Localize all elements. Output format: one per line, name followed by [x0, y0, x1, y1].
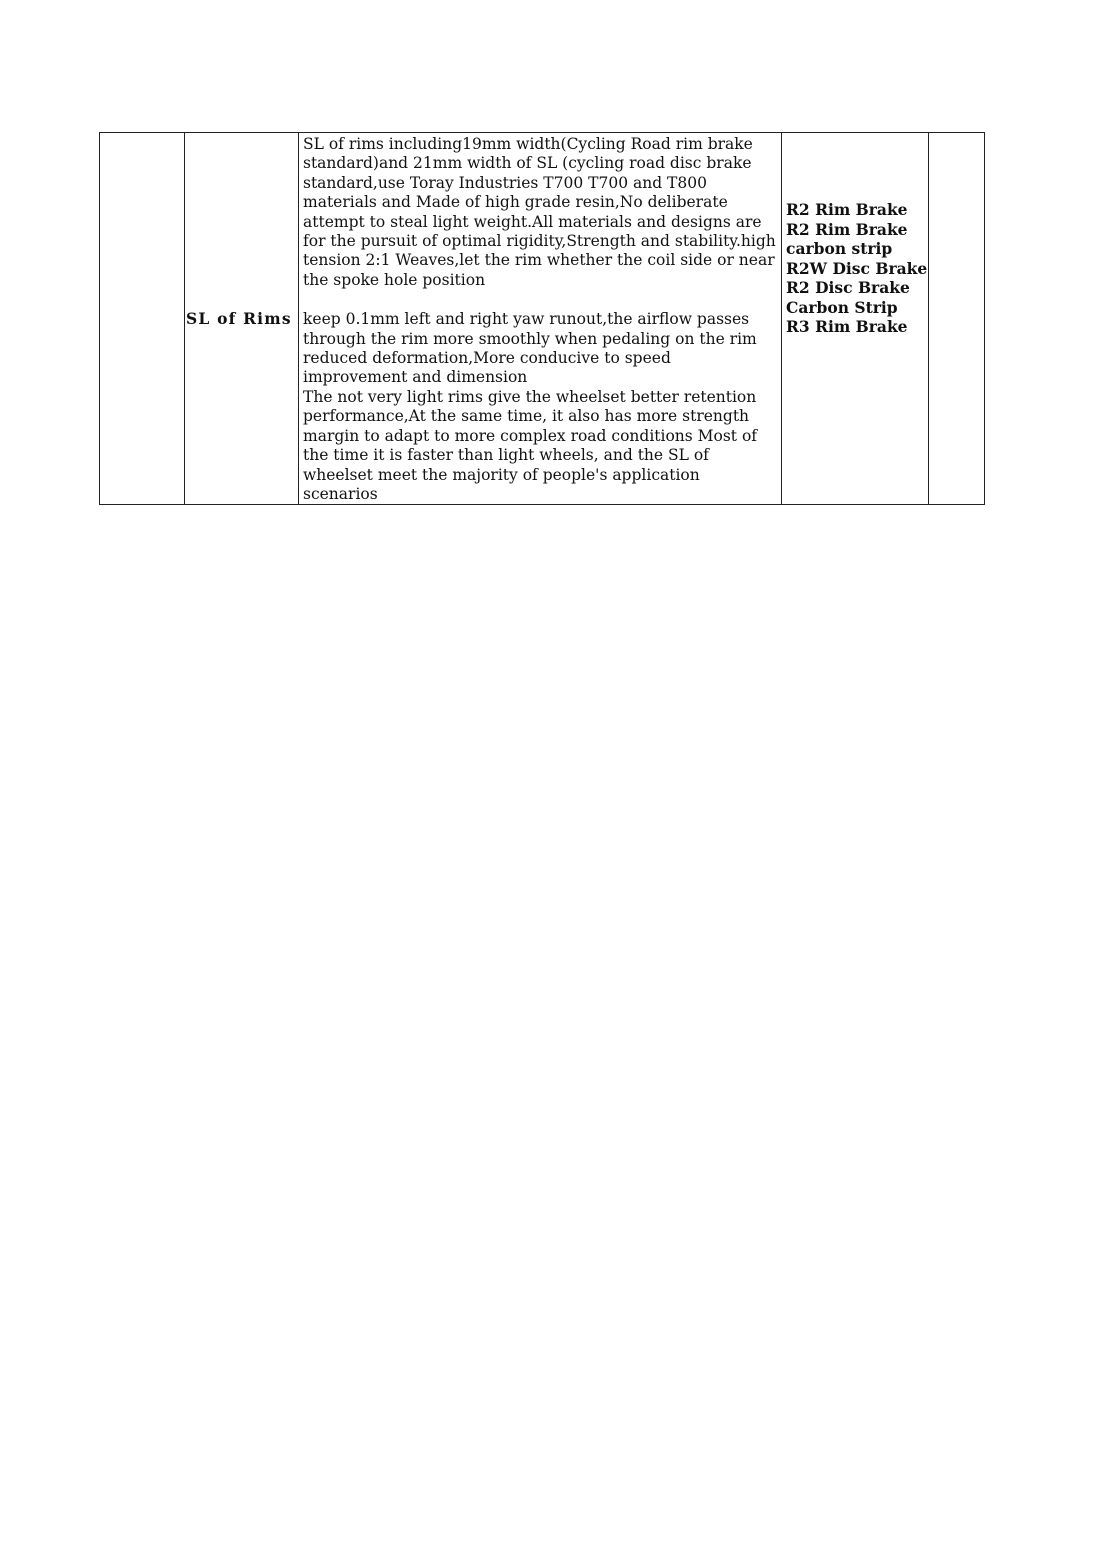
row-label: SL of Rims	[185, 133, 299, 505]
description-paragraph-1: SL of rims including19mm width(Cycling Road rim brake standard)and 21mm width of SL (cycling road disc brake standard,use Toray Industries T700 T700 and T800 materials and Made of high grade resin,No deliberate attempt to steal light weight.All materials and designs are for the pursuit of optimal rigidity,Strength and stability.high tension 2:1 Weaves,let the rim whether the coil side or near the spoke hole position	[303, 135, 776, 289]
description-paragraph-3: The not very light rims give the wheelset better retention performance,At the same time, it also has more strength margin to adapt to more complex road conditions Most of the time it is faster than light wheels, and the SL of wheelset meet the majority of people's application scenarios	[303, 387, 758, 503]
model-item: Carbon Strip	[786, 297, 898, 317]
model-item: R2 Disc Brake	[786, 278, 910, 297]
model-item: R3 Rim Brake	[786, 317, 908, 336]
description-cell	[299, 133, 782, 505]
product-table	[99, 132, 985, 505]
empty-cell-left	[100, 133, 185, 505]
model-item: carbon strip	[786, 239, 893, 258]
model-item: R2 Rim Brake	[786, 219, 908, 239]
models-cell	[782, 133, 929, 505]
table-row	[100, 133, 985, 505]
model-item: R2W Disc Brake	[786, 258, 928, 278]
empty-cell-right	[929, 133, 985, 505]
description-paragraph-2: keep 0.1mm left and right yaw runout,the airflow passes through the rim more smoothly when pedaling on the rim reduced deformation,More conducive to speed improvement and dimension	[303, 310, 757, 387]
model-item: R2 Rim Brake	[786, 200, 908, 219]
